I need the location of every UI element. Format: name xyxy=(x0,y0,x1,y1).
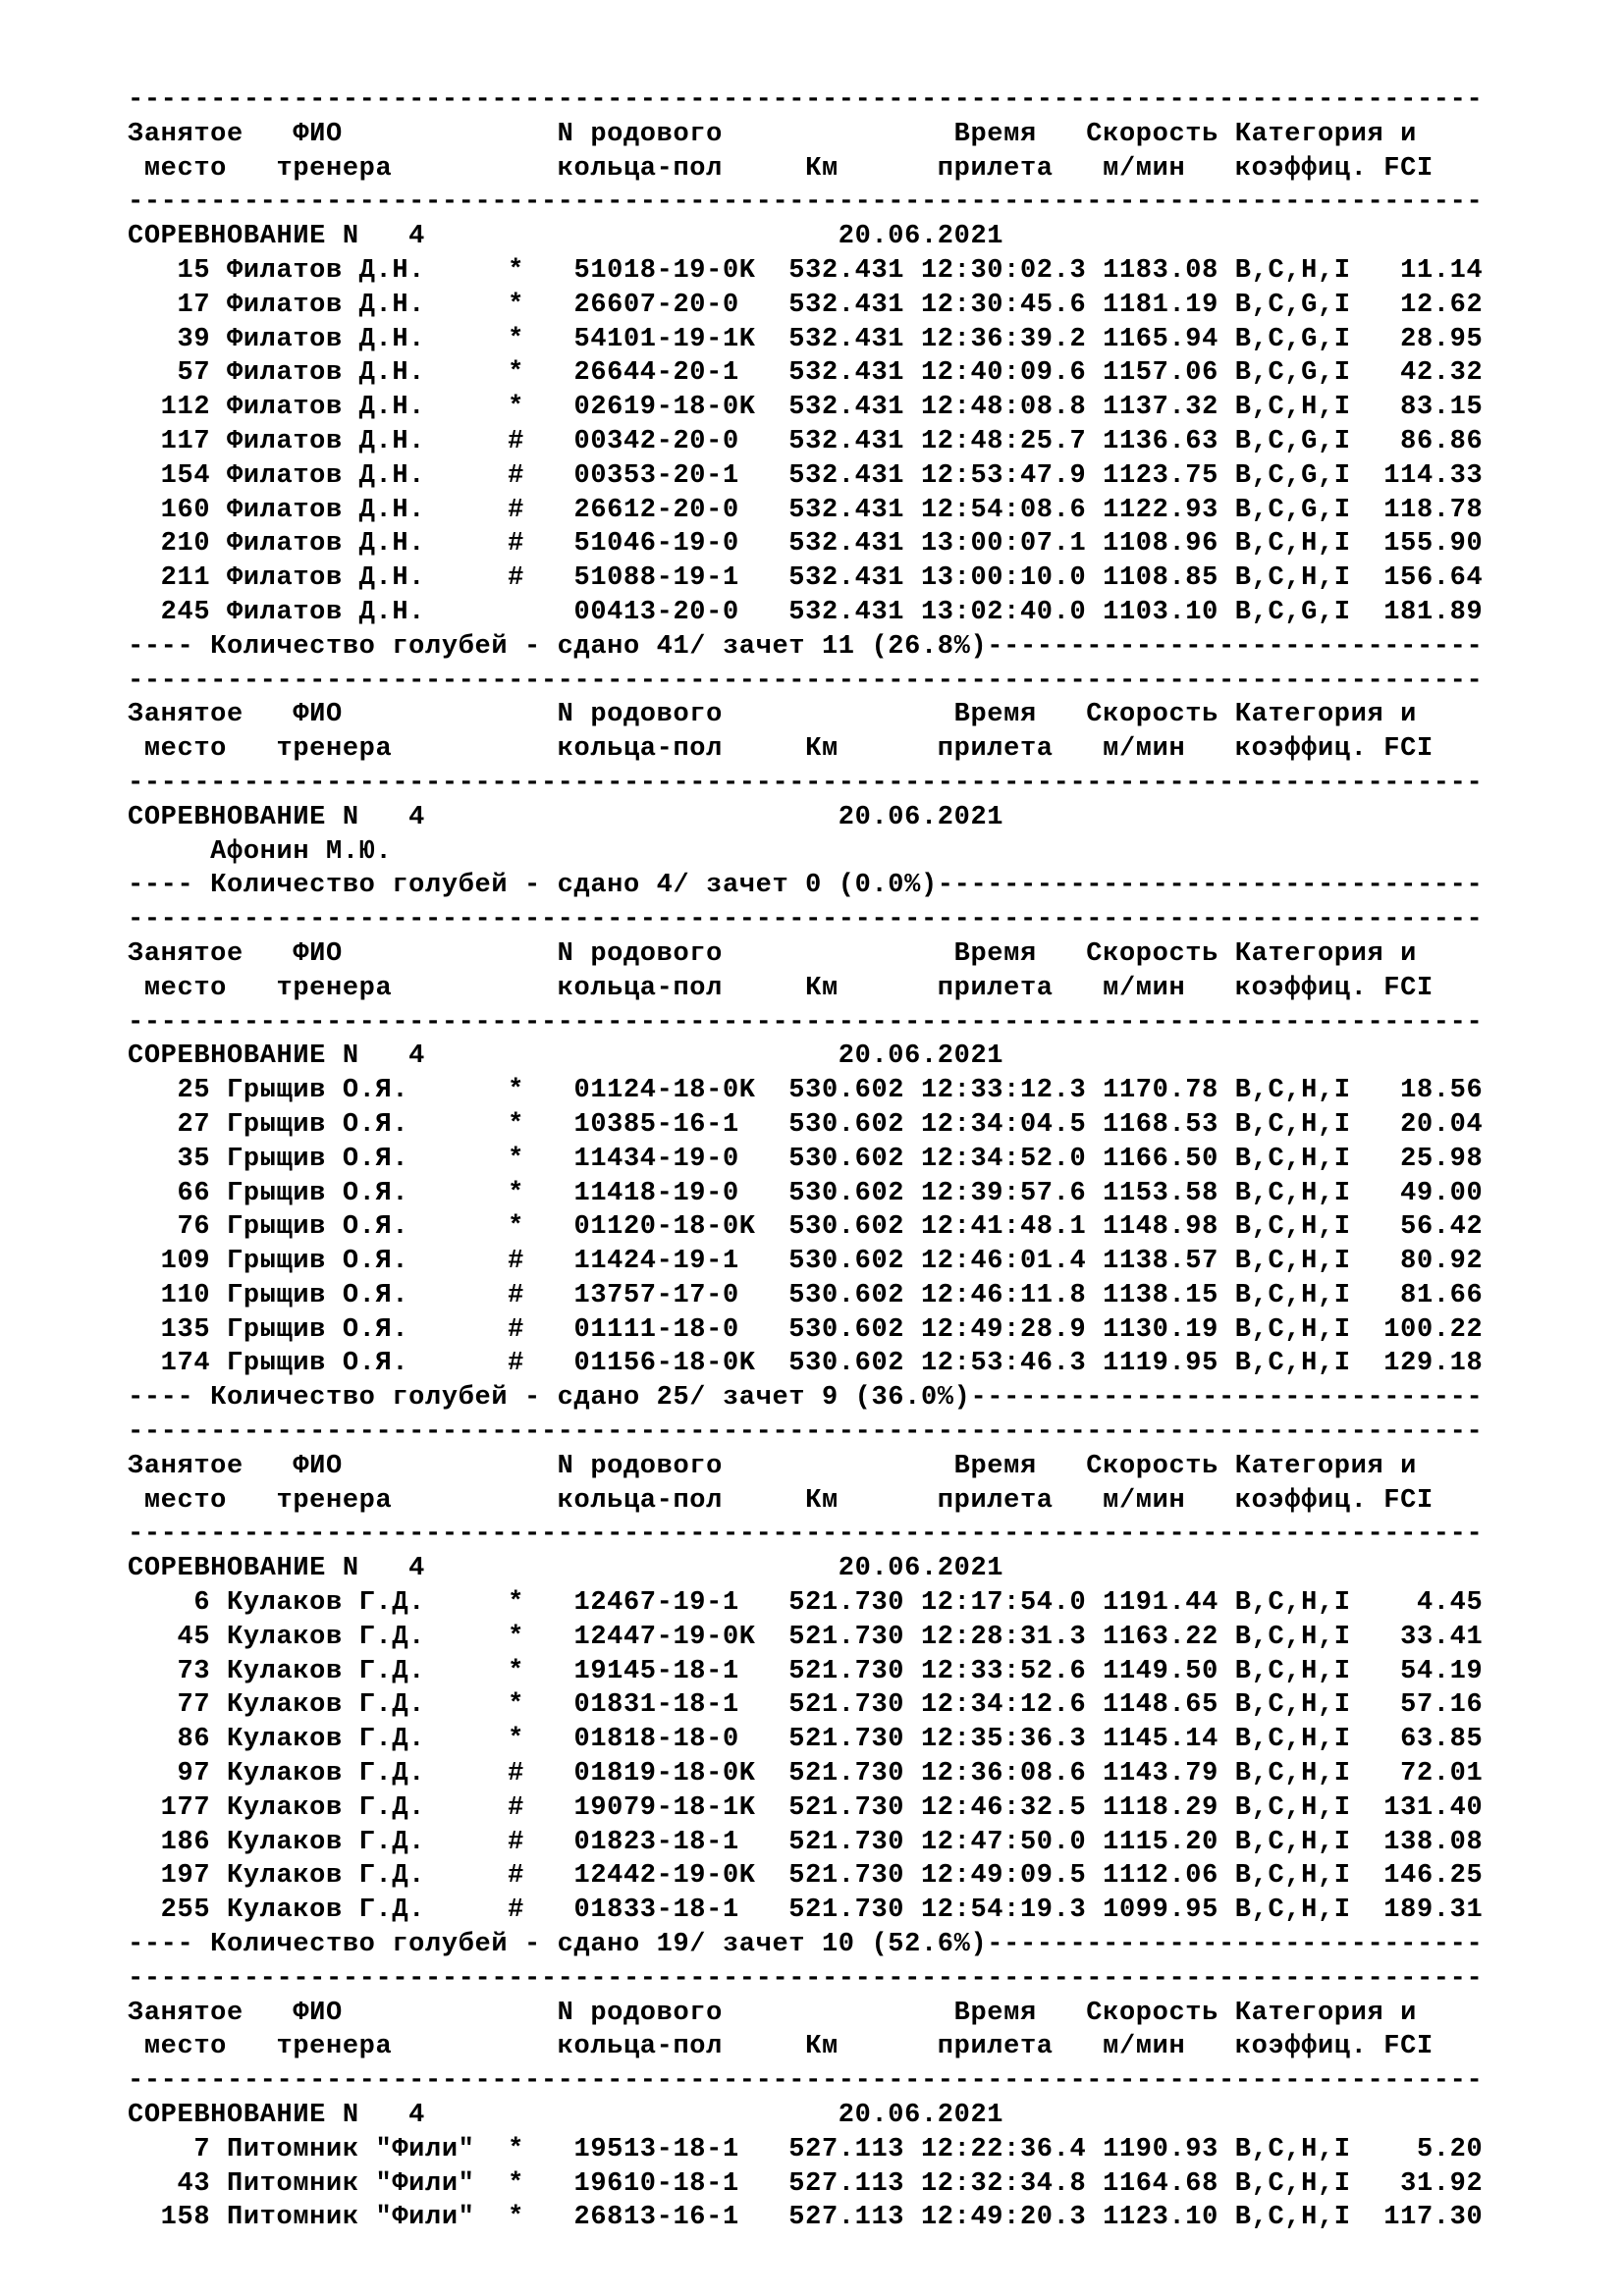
result-row: 17 Филатов Д.Н. * 26607-20-0 532.431 12:30:45.6 1181.19 B,C,G,I 12.62 xyxy=(128,290,1484,320)
result-row: 73 Кулаков Г.Д. * 19145-18-1 521.730 12:33:52.6 1149.50 B,C,H,I 54.19 xyxy=(128,1656,1484,1686)
result-row: 110 Грыщив О.Я. # 13757-17-0 530.602 12:46:11.8 1138.15 B,C,H,I 81.66 xyxy=(128,1280,1484,1310)
competition-line: СОРЕВНОВАНИЕ N 4 20.06.2021 xyxy=(128,2101,1004,2131)
result-row: 97 Кулаков Г.Д. # 01819-18-0K 521.730 12:36:08.6 1143.79 B,C,H,I 72.01 xyxy=(128,1759,1484,1789)
column-header-line-1: Занятое ФИО N родового Время Скорость Категория и xyxy=(128,1451,1417,1481)
result-row: 210 Филатов Д.Н. # 51046-19-0 532.431 13:00:07.1 1108.96 B,C,H,I 155.90 xyxy=(128,529,1484,560)
separator-line: ---------------------------------------------------------------------------------- xyxy=(128,768,1484,798)
result-row: 66 Грыщив О.Я. * 11418-19-0 530.602 12:39:57.6 1153.58 B,C,H,I 49.00 xyxy=(128,1178,1484,1208)
result-row: 211 Филатов Д.Н. # 51088-19-1 532.431 13:00:10.0 1108.85 B,C,H,I 156.64 xyxy=(128,563,1484,594)
competition-line: СОРЕВНОВАНИЕ N 4 20.06.2021 xyxy=(128,222,1004,252)
result-row: 255 Кулаков Г.Д. # 01833-18-1 521.730 12:54:19.3 1099.95 B,C,H,I 189.31 xyxy=(128,1896,1484,1926)
separator-line: ---------------------------------------------------------------------------------- xyxy=(128,905,1484,935)
separator-line: ---------------------------------------------------------------------------------- xyxy=(128,85,1484,115)
result-row: 158 Питомник "Фили" * 26813-16-1 527.113 12:49:20.3 1123.10 B,C,H,I 117.30 xyxy=(128,2203,1484,2233)
result-row: 117 Филатов Д.Н. # 00342-20-0 532.431 12:48:25.7 1136.63 B,C,G,I 86.86 xyxy=(128,426,1484,456)
result-row: 177 Кулаков Г.Д. # 19079-18-1K 521.730 12:46:32.5 1118.29 B,C,H,I 131.40 xyxy=(128,1792,1484,1823)
competition-line: СОРЕВНОВАНИЕ N 4 20.06.2021 xyxy=(128,1041,1004,1072)
separator-line: ---------------------------------------------------------------------------------- xyxy=(128,1007,1484,1038)
summary-line: ---- Количество голубей - сдано 41/ зачет 11 (26.8%)------------------------------ xyxy=(128,631,1484,662)
result-row: 25 Грыщив О.Я. * 01124-18-0K 530.602 12:33:12.3 1170.78 B,C,H,I 18.56 xyxy=(128,1076,1484,1106)
result-row: 39 Филатов Д.Н. * 54101-19-1K 532.431 12:36:39.2 1165.94 B,C,G,I 28.95 xyxy=(128,324,1484,354)
column-header-line-1: Занятое ФИО N родового Время Скорость Категория и xyxy=(128,700,1417,730)
separator-line: ---------------------------------------------------------------------------------- xyxy=(128,1520,1484,1550)
column-header-line-1: Занятое ФИО N родового Время Скорость Категория и xyxy=(128,119,1417,149)
result-row: 186 Кулаков Г.Д. # 01823-18-1 521.730 12:47:50.0 1115.20 B,C,H,I 138.08 xyxy=(128,1827,1484,1857)
result-row: 57 Филатов Д.Н. * 26644-20-1 532.431 12:40:09.6 1157.06 B,C,G,I 42.32 xyxy=(128,358,1484,389)
result-row: 77 Кулаков Г.Д. * 01831-18-1 521.730 12:34:12.6 1148.65 B,C,H,I 57.16 xyxy=(128,1690,1484,1721)
trainer-name-line: Афонин М.Ю. xyxy=(128,836,393,867)
result-row: 160 Филатов Д.Н. # 26612-20-0 532.431 12:54:08.6 1122.93 B,C,G,I 118.78 xyxy=(128,495,1484,525)
result-row: 86 Кулаков Г.Д. * 01818-18-0 521.730 12:35:36.3 1145.14 B,C,H,I 63.85 xyxy=(128,1725,1484,1755)
result-row: 76 Грыщив О.Я. * 01120-18-0K 530.602 12:41:48.1 1148.98 B,C,H,I 56.42 xyxy=(128,1212,1484,1243)
result-row: 35 Грыщив О.Я. * 11434-19-0 530.602 12:34:52.0 1166.50 B,C,H,I 25.98 xyxy=(128,1144,1484,1174)
summary-line: ---- Количество голубей - сдано 19/ зачет 10 (52.6%)------------------------------ xyxy=(128,1930,1484,1960)
result-row: 109 Грыщив О.Я. # 11424-19-1 530.602 12:46:01.4 1138.57 B,C,H,I 80.92 xyxy=(128,1247,1484,1277)
result-row: 7 Питомник "Фили" * 19513-18-1 527.113 12:22:36.4 1190.93 B,C,H,I 5.20 xyxy=(128,2134,1484,2164)
result-row: 6 Кулаков Г.Д. * 12467-19-1 521.730 12:17:54.0 1191.44 B,C,H,I 4.45 xyxy=(128,1588,1484,1619)
result-row: 154 Филатов Д.Н. # 00353-20-1 532.431 12:53:47.9 1123.75 B,C,G,I 114.33 xyxy=(128,460,1484,491)
separator-line: ---------------------------------------------------------------------------------- xyxy=(128,1417,1484,1448)
separator-line: ---------------------------------------------------------------------------------- xyxy=(128,666,1484,696)
result-row: 15 Филатов Д.Н. * 51018-19-0K 532.431 12:30:02.3 1183.08 B,C,H,I 11.14 xyxy=(128,255,1484,286)
column-header-line-1: Занятое ФИО N родового Время Скорость Категория и xyxy=(128,938,1417,969)
competition-line: СОРЕВНОВАНИЕ N 4 20.06.2021 xyxy=(128,1554,1004,1584)
separator-line: ---------------------------------------------------------------------------------- xyxy=(128,1963,1484,1994)
summary-line: ---- Количество голубей - сдано 4/ зачет 0 (0.0%)--------------------------------- xyxy=(128,871,1484,901)
column-header-line-2: место тренера кольца-пол Км прилета м/мин коэффиц. FCI xyxy=(128,734,1434,765)
competition-line: СОРЕВНОВАНИЕ N 4 20.06.2021 xyxy=(128,802,1004,832)
result-row: 245 Филатов Д.Н. 00413-20-0 532.431 13:02:40.0 1103.10 B,C,G,I 181.89 xyxy=(128,597,1484,627)
separator-line: ---------------------------------------------------------------------------------- xyxy=(128,2066,1484,2097)
column-header-line-1: Занятое ФИО N родового Время Скорость Категория и xyxy=(128,1998,1417,2028)
result-row: 45 Кулаков Г.Д. * 12447-19-0K 521.730 12:28:31.3 1163.22 B,C,H,I 33.41 xyxy=(128,1622,1484,1652)
summary-line: ---- Количество голубей - сдано 25/ зачет 9 (36.0%)------------------------------- xyxy=(128,1383,1484,1414)
result-row: 135 Грыщив О.Я. # 01111-18-0 530.602 12:49:28.9 1130.19 B,C,H,I 100.22 xyxy=(128,1314,1484,1345)
result-row: 174 Грыщив О.Я. # 01156-18-0K 530.602 12:53:46.3 1119.95 B,C,H,I 129.18 xyxy=(128,1349,1484,1379)
column-header-line-2: место тренера кольца-пол Км прилета м/мин коэффиц. FCI xyxy=(128,2032,1434,2062)
column-header-line-2: место тренера кольца-пол Км прилета м/мин коэффиц. FCI xyxy=(128,973,1434,1003)
column-header-line-2: место тренера кольца-пол Км прилета м/мин коэффиц. FCI xyxy=(128,1485,1434,1516)
column-header-line-2: место тренера кольца-пол Км прилета м/мин коэффиц. FCI xyxy=(128,153,1434,184)
result-row: 112 Филатов Д.Н. * 02619-18-0K 532.431 12:48:08.8 1137.32 B,C,H,I 83.15 xyxy=(128,393,1484,423)
result-row: 43 Питомник "Фили" * 19610-18-1 527.113 12:32:34.8 1164.68 B,C,H,I 31.92 xyxy=(128,2168,1484,2199)
result-row: 197 Кулаков Г.Д. # 12442-19-0K 521.730 12:49:09.5 1112.06 B,C,H,I 146.25 xyxy=(128,1861,1484,1892)
results-listing xyxy=(128,83,1483,2235)
result-row: 27 Грыщив О.Я. * 10385-16-1 530.602 12:34:04.5 1168.53 B,C,H,I 20.04 xyxy=(128,1109,1484,1140)
separator-line: ---------------------------------------------------------------------------------- xyxy=(128,187,1484,218)
